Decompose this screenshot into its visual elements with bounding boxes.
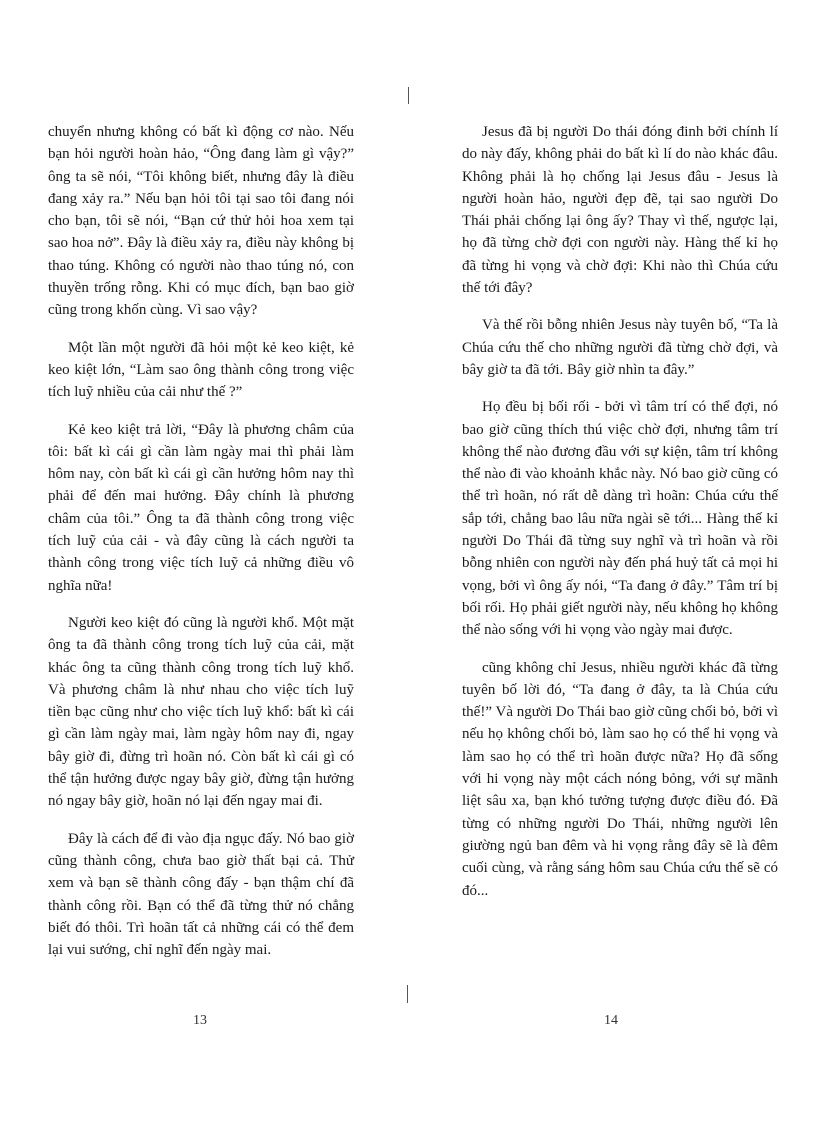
right-paragraph-3: Họ đều bị bối rối - bởi vì tâm trí có thể đợi, nó bao giờ cũng thích thú việc chờ đợi, nhưng tâm trí không thể nào đương đầu với sự kiện, tâm trí không thể nào đi vào khoảnh khắc này. Nó bao giờ cũng có thể trì hoãn, nó rất dễ dàng trì hoãn: Chúa cứu thế sắp tới, chẳng bao lâu nữa ngài sẽ tới... Hàng thế kỉ người Do Thái đã từng suy nghĩ và trì hoãn và rồi bỗng nhiên con người này đến phá huỷ tất cả mọi hi vọng, bởi vì ông ấy nói, “Ta đang ở đây.” Tâm trí bị bối rối. Họ phải giết người này, nếu không họ không thể nào sống với hi vọng vào ngày mai được. <box>462 399 778 639</box>
left-paragraph-3: Kẻ keo kiệt trả lời, “Đây là phương châm của tôi: bất kì cái gì cần làm ngày mai thì phải làm hôm nay, còn bất kì cái gì cần hưởng hôm nay thì phải để đến mai hưởng. Đây chính là phương châm của tôi.” Ông ta đã thành công trong việc tích luỹ của cải - và đây cũng là cách người ta thành công trong việc tích luỹ cả những điều vô nghĩa nữa! <box>48 421 354 594</box>
page-number-right: 14 <box>604 1013 618 1028</box>
left-paragraph-1: chuyển nhưng không có bất kì động cơ nào. Nếu bạn hỏi người hoàn hảo, “Ông đang làm gì vậy?” ông ta sẽ nói, “Tôi không biết, nhưng đây là điều đang xảy ra.” Nếu bạn hỏi tôi tại sao tôi đang nói cho bạn, tôi sẽ nói, “Bạn cứ thử hỏi hoa xem tại sao hoa nở”. Đây là điều xảy ra, điều này không bị thao túng. Không có người nào thao túng nó, con thuyền trống rỗng. Khi có mục đích, bạn bao giờ cũng trong khốn cùng. Vì sao vậy? <box>48 124 354 319</box>
gutter-mark-top <box>408 87 409 104</box>
left-paragraph-2: Một lần một người đã hỏi một kẻ keo kiệt, kẻ keo kiệt lớn, “Làm sao ông thành công trong việc tích luỹ nhiều của cải như thế ?” <box>48 339 354 401</box>
left-page-text <box>48 121 354 976</box>
right-paragraph-2: Và thế rồi bỗng nhiên Jesus này tuyên bố, “Ta là Chúa cứu thế cho những người đã từng chờ đợi, và bây giờ ta đã tới. Bây giờ nhìn ta đây.” <box>462 317 778 378</box>
right-paragraph-4: cũng không chỉ Jesus, nhiều người khác đã từng tuyên bố lời đó, “Ta đang ở đây, ta là Chúa cứu thế!” Và người Do Thái bao giờ cũng chối bỏ, bởi vì nếu họ không chối bỏ, làm sao họ có thể hi vọng và làm sao họ có thể trì hoãn được nữa? Họ đã sống với hi vọng này một cách nóng bỏng, với sự mãnh liệt sâu xa, bạn khó tưởng tượng được điều đó. Đã từng có những người Do Thái, những người lên giường ngủ ban đêm và hi vọng rằng đây sẽ là đêm cuối cùng, và rằng sáng hôm sau Chúa cứu thế sẽ có đó... <box>462 659 778 899</box>
left-paragraph-4: Người keo kiệt đó cũng là người khổ. Một mặt ông ta đã thành công trong tích luỹ của cải, mặt khác ông ta cũng thành công trong tích luỹ khổ. Và phương châm là như nhau cho việc tích luỹ tiền bạc cũng như cho việc tích luỹ khổ: bất kì cái gì cần làm ngày mai, làm ngày hôm nay đi, ngay bây giờ đi, đừng trì hoãn nó. Còn bất kì cái gì có thể tận hưởng được ngay bây giờ, đừng tận hưởng nó ngay bây giờ, hoãn nó lại đến ngay mai đi. <box>48 614 354 810</box>
page-number-left: 13 <box>193 1013 207 1028</box>
right-page-text <box>462 121 778 917</box>
left-paragraph-5: Đây là cách để đi vào địa ngục đấy. Nó bao giờ cũng thành công, chưa bao giờ thất bại cả. Thử xem và bạn sẽ thành công đấy - bạn thậm chí đã thành công rồi. Bạn có thể đã từng thử nó chẳng biết đó thôi. Trì hoãn tất cả những cái có thể đem lại vui sướng, chỉ nghĩ đến ngày mai. <box>48 830 354 959</box>
gutter-mark-bottom <box>407 985 408 1003</box>
right-paragraph-1: Jesus đã bị người Do thái đóng đinh bởi chính lí do này đấy, không phải do bất kì lí do nào khác đâu. Không phải là họ chống lại Jesus đâu - Jesus là người hoàn hảo, người đẹp đẽ, tại sao người Do Thái phải chống lại ông ấy? Thay vì thế, ngược lại, họ đã từng chờ đợi con người này. Hàng thế kỉ họ đã từng hi vọng và chờ đợi: Khi nào thì Chúa cứu thế tới đây? <box>462 124 778 297</box>
